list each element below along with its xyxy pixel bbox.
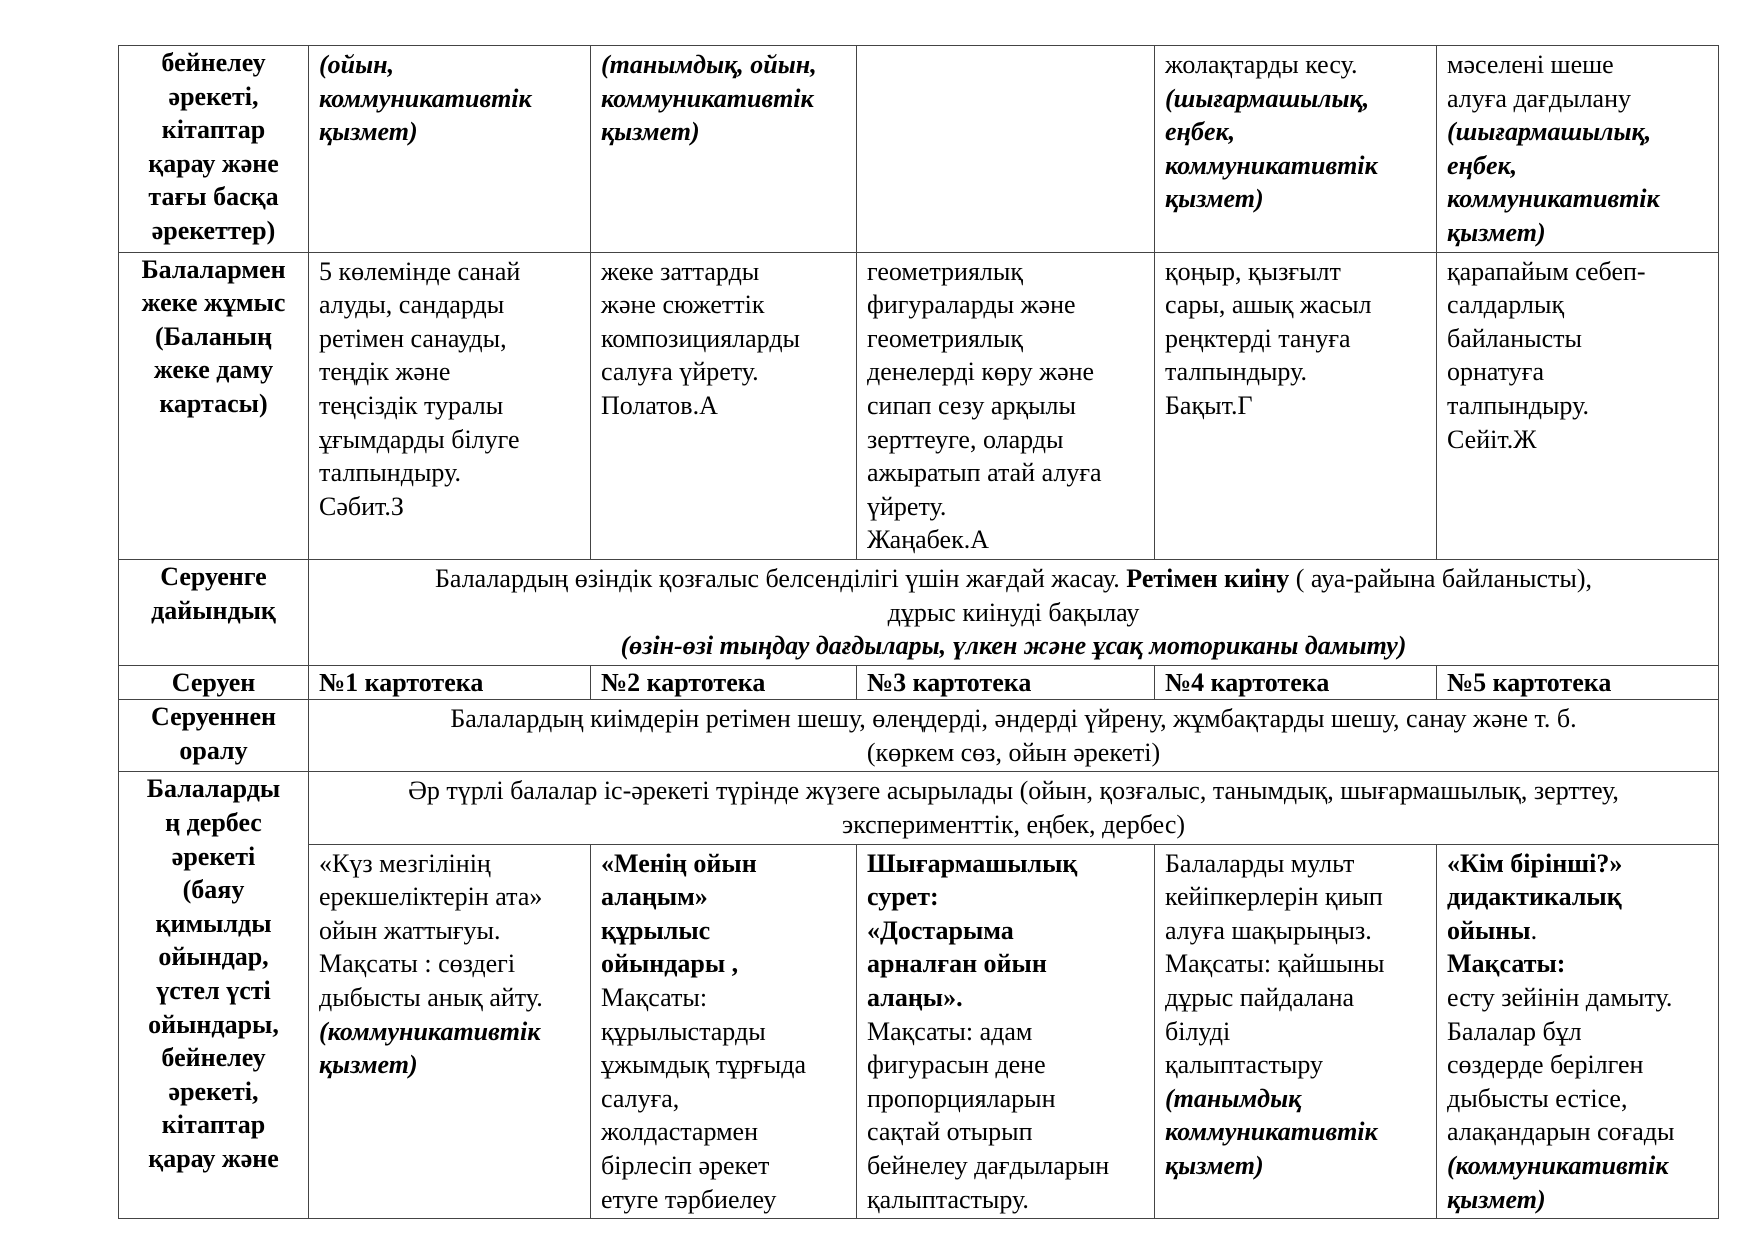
row-individual-cell-5 [1437,252,1719,559]
row-individual-cell-3-line: зерттеуге, оларды [867,424,1064,454]
row-independent-header-line: (баяу [182,875,245,905]
walk-card-4: №4 картотека [1155,665,1437,700]
row-independent-cell-4-text-line: дұрыс пайдалана [1165,983,1355,1013]
row-top-cell-5-text [1447,48,1708,115]
row-individual-cell-5-line: қарапайым себеп- [1447,256,1646,286]
row-individual-cell-1 [309,252,591,559]
row-independent-header-line: әрекеті, [168,1076,259,1106]
row-top-cell-1 [309,46,591,253]
row-independent-cell-3-text-line: бейнелеу дағдыларын [867,1151,1110,1180]
row-independent-cell-3-title-line: алаңы». [867,983,963,1013]
row-independent-cell-2-title-line: алаңым» [601,882,708,912]
row-independent-cell-1-text-line: ерекшеліктерін ата» [319,882,543,912]
row-independent-cell-2-text-line: құрылыстарды [601,1016,766,1046]
row-top-cell-1-line: (ойын, [319,50,395,79]
row-independent-cell-5-title-1: «Кім бірінші?» [1447,848,1623,878]
row-independent-cell-3-title [867,847,1144,1015]
row-independent-intro [119,772,1719,844]
row-independent-cell-4-text [1165,847,1426,1082]
row-independent-cell-5-text-line: есту зейінін дамыту. [1447,983,1673,1013]
row-independent-cell-3-title-line: Шығармашылық [867,848,1078,878]
row-prep-text: Балалардың өзіндік қозғалыс белсенділігі үшін жағдай жасау. [435,563,1127,593]
row-independent-header-line: ойындар, [158,942,269,972]
row-individual-header-line: (Баланың [155,321,272,351]
row-prep-header [119,559,309,665]
row-independent-cell-5-text-line: сөздерде берілген [1447,1050,1644,1080]
row-individual-header [119,252,309,559]
row-independent-cell-2-title-line: «Менің ойын [601,848,757,878]
row-independent-header-line: ойындары, [148,1009,279,1039]
row-top-header [119,46,309,253]
row-individual-header-line: картасы) [159,388,268,418]
row-top-cell-2-line: қызмет) [601,117,700,147]
plan-table [118,45,1719,1219]
row-individual-cell-4-line: талпындыру. [1165,357,1307,387]
row-individual-cell-1-line: алуды, сандарды [319,290,505,320]
row-top-header-line: әрекеттер) [151,215,276,245]
row-individual-cell-1-line: теңсіздік туралы [319,390,504,420]
row-top-header-line: қарау және [148,148,279,178]
row-independent-cell-1-text-line: дыбысты анық айту. [319,983,543,1013]
walk-card-3: №3 картотека [857,665,1155,700]
row-return-header [119,700,309,772]
row-return-header-line: оралу [179,735,248,765]
row-independent-cell-5-text-line: Балалар бұл [1447,1016,1582,1046]
row-top-cell-2-line: коммуникативтік [601,83,814,113]
row-independent-cell-4-text-line: алуға шақырыңыз. [1165,915,1372,945]
row-individual-cell-1-line: теңдік және [319,357,451,387]
row-independent-cell-3-text-line: қалыптастыру. [867,1184,1029,1214]
row-independent-cell-2-text-line: бірлесіп әрекет [601,1151,770,1180]
row-independent-header-line: қарау және [148,1144,279,1173]
row-top-cell-5-activity-line: еңбек, [1447,150,1518,180]
row-individual-cell-3-line: Жаңабек.А [867,525,989,555]
row-independent-cell-2-text-line: ұжымдық тұрғыда [601,1050,806,1080]
row-independent-cell-3-text-line: Мақсаты: адам [867,1016,1033,1046]
row-top-cell-4-activity-line: қызмет) [1165,184,1264,214]
row-independent-cell-5-goal-label: Мақсаты: [1447,949,1566,979]
row-independent-cell-5-activity-line: (коммуникативтік [1447,1151,1669,1180]
row-top-header-line: тағы басқа [148,182,279,212]
row-walk [119,665,1719,700]
row-independent-cell-4-activity-line: қызмет) [1165,1151,1264,1180]
row-individual-header-line: Балалармен [141,254,286,284]
row-independent-cell-5 [1437,844,1719,1219]
row-top-cell-4-activity-line: коммуникативтік [1165,150,1378,180]
row-prep-line2: дұрыс киінуді бақылау [887,597,1140,627]
row-independent-cell-3-text-line: пропорцияларын [867,1083,1056,1113]
row-prep [119,559,1719,665]
row-prep-content [309,559,1719,665]
row-top-cell-5-activity-line: қызмет) [1447,217,1546,247]
row-individual-cell-3-line: ажыратып атай алуға [867,458,1102,488]
row-individual-cell-3-line: геометриялық [867,323,1023,353]
row-prep-activity: (өзін-өзі тыңдау дағдылары, үлкен және ұсақ моториканы дамыту) [620,631,1407,661]
row-walk-header: Серуен [119,665,309,700]
row-individual [119,252,1719,559]
row-top-cell-5 [1437,46,1719,253]
row-independent-cell-2-text [601,981,846,1216]
row-independent-cell-5-text [1447,981,1708,1149]
row-top-cell-4-activity-line: (шығармашылық, [1165,83,1370,113]
row-top-cell-4-text: жолақтарды кесу. [1165,50,1358,79]
row-independent-cell-5-text-line: дыбысты естісе, [1447,1083,1628,1113]
row-individual-cell-4-line: сары, ашық жасыл [1165,290,1372,320]
row-top-cell-5-activity [1447,115,1708,249]
row-individual-cell-1-line: ретімен санауды, [319,323,507,353]
walk-card-1: №1 картотека [309,665,591,700]
row-independent-header [119,772,309,1219]
row-individual-cell-2-line: Полатов.А [601,390,718,420]
row-top-cell-4 [1155,46,1437,253]
row-independent-intro-line2: эксперименттік, еңбек, дербес) [841,810,1186,840]
row-independent-header-line: ң дербес [165,808,262,838]
row-independent-cell-2 [591,844,857,1219]
row-independent-cell-4-text-line: білуді [1165,1016,1231,1046]
row-independent-cell-4-text-line: Балаларды мульт [1165,848,1355,878]
row-independent-cell-1-activity-line: (коммуникативтік [319,1016,541,1046]
row-individual-cell-5-line: салдарлық [1447,290,1565,320]
row-independent-cell-1-text-line: ойын жаттығуы. [319,915,501,945]
row-individual-cell-4-line: реңктерді тануға [1165,323,1351,353]
row-prep-header-line: дайындық [151,595,276,625]
row-independent-header-line: әрекеті [171,841,256,871]
row-top-cell-1-line: қызмет) [319,117,418,147]
row-independent-cell-2-title [601,847,846,981]
row-prep-header-line: Серуенге [160,561,267,591]
row-independent-header-line: Балаларды [146,774,281,804]
row-top-cell-2 [591,46,857,253]
walk-card-2: №2 картотека [591,665,857,700]
row-independent-cell-1-text [319,847,580,1015]
row-top-cell-5-activity-line: коммуникативтік [1447,184,1660,214]
row-independent-cell-3-text-line: фигурасын дене [867,1050,1046,1080]
row-individual-cell-2-line: жеке заттарды [601,256,760,286]
row-independent-cell-3 [857,844,1155,1219]
row-independent-cell-3-text-line: сақтай отырып [867,1117,1033,1147]
row-independent-cell-5-title-2: дидактикалық [1447,882,1622,912]
row-individual-cell-1-line: Сәбит.З [319,491,404,521]
row-prep-bold: Ретімен киіну [1126,563,1290,593]
row-top-header-line: бейнелеу [161,48,266,77]
row-individual-cell-1-line: ұғымдарды білуге [319,424,520,454]
row-independent-cell-1-text-line: «Күз мезгілінің [319,848,491,878]
walk-card-5: №5 картотека [1437,665,1719,700]
row-individual-header-line: жеке жұмыс [141,288,286,318]
row-individual-cell-5-line: талпындыру. [1447,390,1589,420]
row-independent-intro-content [309,772,1719,844]
row-prep-text-end: ( ауа-райына байланысты), [1289,563,1592,593]
row-top-cell-5-activity-line: (шығармашылық, [1447,117,1652,147]
row-return-header-line: Серуеннен [151,702,276,732]
row-return-line1: Балалардың киімдерін ретімен шешу, өлеңдерді, әндерді үйрену, жұмбақтарды шешу, санау және т. б. [450,704,1577,734]
row-individual-cell-5-line: байланысты [1447,323,1582,353]
row-independent-cell-3-text [867,1015,1144,1217]
row-independent-cell-4-activity-line: (танымдық [1165,1083,1302,1113]
row-independent-cell-2-title-line: құрылыс [601,915,711,945]
row-independent-cell-5-dot: . [1530,915,1538,945]
row-independent-cell-1-text-line: Мақсаты : сөздегі [319,949,516,979]
row-independent-cell-5-activity [1447,1149,1708,1216]
row-independent-cell-3-title-line: «Достарыма [867,915,1014,945]
row-independent-cell-3-title-line: сурет: [867,882,939,912]
row-independent-cell-4-text-line: Мақсаты: қайшыны [1165,949,1385,979]
row-individual-header-line: жеке даму [153,355,274,385]
row-individual-cell-2-line: композицияларды [601,323,801,353]
row-return-content [309,700,1719,772]
row-top-header-line: әрекеті, [168,81,259,111]
row-independent-cell-4-activity-line: коммуникативтік [1165,1117,1378,1147]
row-individual-cell-3-line: денелерді көру және [867,357,1095,387]
row-independent-header-line: кітаптар [161,1110,266,1140]
row-independent-cell-2-text-line: жолдастармен [601,1117,758,1147]
row-top-cell-4-activity-line: еңбек, [1165,117,1236,147]
row-independent-cell-3-title-line: арналған ойын [867,949,1047,979]
row-top-cell-3 [857,46,1155,253]
row-top-cell-4-activity [1165,82,1426,216]
row-individual-cell-5-line: орнатуға [1447,357,1545,387]
row-individual-cell-4-line: Бақыт.Г [1165,390,1253,420]
row-individual-cell-3-line: сипап сезу арқылы [867,390,1077,420]
row-top-cell-2-line: (танымдық, ойын, [601,50,817,79]
row-individual-cell-2-line: және сюжеттік [601,290,765,320]
row-independent-cell-2-title-line: ойындары , [601,949,739,979]
row-independent-cell-2-text-line: салуға, [601,1083,680,1113]
row-individual-cell-3 [857,252,1155,559]
row-individual-cell-2-line: салуға үйрету. [601,357,759,387]
row-top-cell-1-line: коммуникативтік [319,83,532,113]
row-independent-cell-2-text-line: Мақсаты: [601,983,708,1013]
row-return [119,700,1719,772]
row-top-cell-5-text-line: мәселені шеше [1447,50,1614,79]
row-individual-cell-3-line: фигураларды және [867,290,1076,320]
row-top-cell-5-text-line: алуға дағдылану [1447,83,1632,113]
row-independent-cell-5-title-3: ойыны [1447,915,1531,945]
row-independent-cell-4 [1155,844,1437,1219]
row-independent-cell-4-activity [1165,1082,1426,1183]
row-individual-cell-1-line: 5 көлемінде санай [319,256,521,286]
row-independent-cell-4-text-line: кейіпкерлерін қиып [1165,882,1383,912]
row-individual-cell-5-line: Сейіт.Ж [1447,424,1537,454]
row-individual-cell-3-line: үйрету. [867,491,947,521]
row-independent-intro-line1: Әр түрлі балалар іс-әрекеті түрінде жүзеге асырылады (ойын, қозғалыс, танымдық, шығармашылық, зерттеу, [408,776,1619,806]
row-independent-cell-1-activity-line: қызмет) [319,1050,418,1080]
row-independent-header-line: үстел үсті [156,976,271,1006]
row-independent-header-line: қимылды [155,908,272,938]
row-individual-cell-3-line: геометриялық [867,256,1023,286]
row-individual-cell-4 [1155,252,1437,559]
row-independent-cell-5-activity-line: қызмет) [1447,1184,1546,1214]
row-independent-cell-5-text-line: алақандарын соғады [1447,1117,1675,1147]
row-return-line2: (көркем сөз, ойын әрекеті) [866,737,1161,767]
row-independent [119,844,1719,1219]
row-independent-header-line: бейнелеу [161,1043,266,1073]
row-independent-cell-1-activity [319,1015,580,1082]
row-top-header-line: кітаптар [161,115,266,145]
row-independent-cell-1 [309,844,591,1219]
row-individual-cell-4-line: қоңыр, қызғылт [1165,256,1341,286]
row-top [119,46,1719,253]
row-individual-cell-1-line: талпындыру. [319,458,461,488]
row-individual-cell-2 [591,252,857,559]
row-independent-cell-4-text-line: қалыптастыру [1165,1050,1324,1080]
row-independent-cell-2-text-line: етуге тәрбиелеу [601,1184,777,1214]
